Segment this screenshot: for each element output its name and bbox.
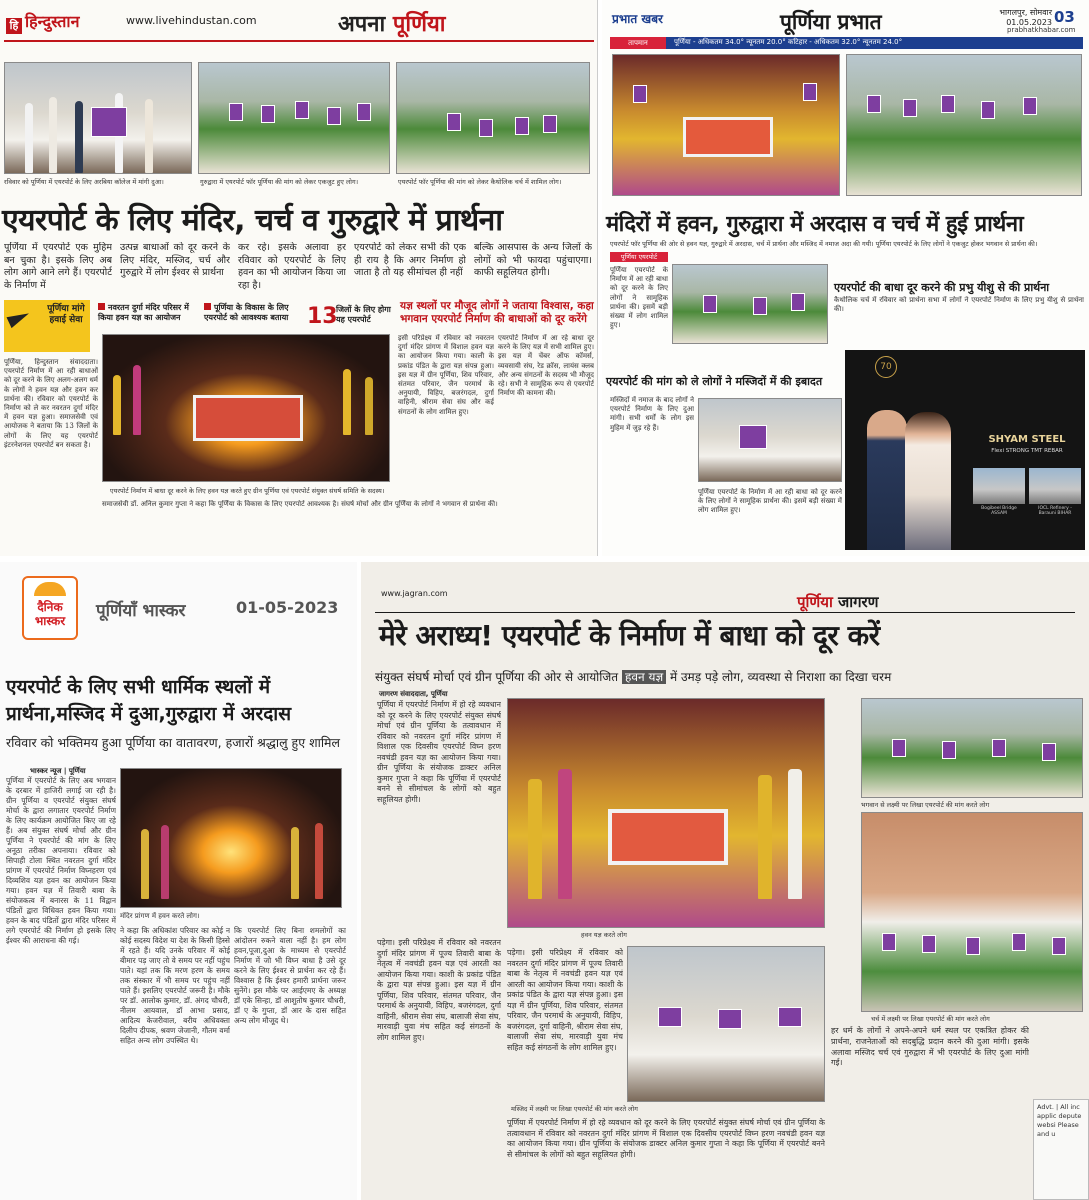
- intro-col-5: बल्कि आसपास के अन्य जिलों के लोगों को भी फायदा पहुंचाएगा। काफी सहूलियत होगी।: [474, 242, 592, 278]
- jagran-caption-right-bottom: चर्च में लक्ष्मी पर लिखा एयरपोर्ट की मांग करते लोग: [871, 1015, 990, 1023]
- bullet-square-icon: [98, 303, 105, 310]
- havan-caption: एयरपोर्ट निर्माण में बाधा दूर करने के लिए हवन यज्ञ करते हुए ग्रीन पूर्णिया एवं एयरपोर्ट संयुक्त संघर्ष समिति के सदस्य।: [110, 487, 385, 495]
- weather-text: पूर्णिया - अधिकतम 34.0° न्यूनतम 20.0° कटिहार - अधिकतम 32.0° न्यूनतम 24.0°: [674, 38, 903, 46]
- weather-strip: [610, 37, 1083, 49]
- bhaskar-photo-caption: मंदिर प्रांगण में हवन करते लोग।: [120, 912, 200, 920]
- havan-photo: [102, 334, 390, 482]
- bhaskar-body-mid: ने कहा कि अधिकांश परिवार का कोई न कोई सदस्य विदेश या देश के किसी हिस्से में रहते हैं। यदि उनके परिवार में कोई बीमार पड़ जाए तो वे समय पर नहीं पहुंच पाते। यहां तक कि मरण हरण के समय तक संस्कार में भी समय पर पहुंच नहीं पाते हैं। इसलिए एयरपोर्ट जरूरी है। मौके पर डॉ. आलोक कुमार, डॉ. अंगद चौधरी, नीलम आयवाल, डॉ आभा प्रसाद, आदित्य केजरीवाल, बरीय अधिवक्ता दिलीप दीपक, श्रवण जेजानी, गौतम वर्मा सहित अन्य लोग उपस्थित थे।: [120, 926, 230, 1045]
- prabhat-mosque-photo: [698, 398, 842, 482]
- bhaskar-credit: भास्कर न्यूज | पूर्णिया: [30, 767, 86, 775]
- bhaskar-date: 01-05-2023: [236, 598, 339, 617]
- intro-col-1: पूर्णिया में एयरपोर्ट एक मुहिम बन चुका है। इसके लिए अब लोग आगे आने लगे हैं। एयरपोर्ट के निर्माण में: [4, 242, 112, 291]
- intro-col-3: कर रहे। इसके अलावा हर रविवार को एयरपोर्ट के लिए हवन का भी आयोजन किया जा रहा है।: [238, 242, 346, 291]
- bullet-2: [204, 303, 304, 323]
- jagran-credit: जागरण संवाददाता, पूर्णिया: [379, 690, 448, 698]
- airplane-icon: [6, 308, 31, 328]
- deck-highlight: हवन यज्ञ: [622, 670, 666, 684]
- jagran-edition-prefix: पूर्णिया: [797, 593, 833, 611]
- prabhat-clipping: [602, 0, 1089, 556]
- jagran-altar: [608, 809, 728, 865]
- jagran-body-left-2: पड़ेगा। इसी परिप्रेक्ष्य में रविवार को नवरतन दुर्गा मंदिर प्रांगण में पूज्य तिवारी बाबा के नेतृत्व में नवचंडी हवन यज्ञ एवं आरती का आयोजन किया गया। काशी के प्रकांड पंडित के द्वारा यज्ञ संपन्न हुआ। इस यज्ञ में ग्रीन पूर्णिया, शिव परिवार, संतमत परिवार, जैन परमार्थ के अनुयायी, विहिप, बजरंगदल, दुर्गा वाहिनी, श्रीराम सेवा संघ, बालाजी सेवा संघ, मारवाड़ी युवा मंच सहित कई संगठनों के लोग शामिल हुए।: [377, 938, 501, 1042]
- havan-altar: [193, 395, 303, 441]
- prabhat-dateline: [982, 8, 1052, 28]
- bhaskar-logo: [22, 576, 78, 640]
- bhaskar-headline: एयरपोर्ट के लिए सभी धार्मिक स्थलों में प्रार्थना,मस्जिद में दुआ,गुरुद्वारा में अरदास: [6, 676, 292, 725]
- church-photo: [396, 62, 590, 174]
- jagran-deck: [375, 668, 1085, 685]
- jagran-body-left: पूर्णिया में एयरपोर्ट निर्माण में हो रहे व्यवधान को दूर करने के लिए एयरपोर्ट संयुक्त संघर्ष मोर्चा एवं ग्रीन पूर्णिया के तत्वावधान में रविवार को नवरतन दुर्गा मंदिर प्रांगण में विशाल एक दिवसीय एयरपोर्ट विघ्न हरण नवचंडी हवन यज्ञ का आयोजन किया गया। ग्रीन पूर्णिया के संयोजक डाक्टर अनिल कुमार गुप्ता ने कहा कि पूर्णिया में एयरपोर्ट बनने से सीमांचल के लोगों को बहुत सहूलियत होगी।: [377, 700, 501, 804]
- advt-box: Advt. | All inc applic depute websi Please and u: [1033, 1099, 1089, 1200]
- campaign-logo-text: पूर्णिया मांगे हवाई सेवा: [47, 304, 85, 325]
- prabhat-body-1: पूर्णिया एयरपोर्ट के निर्माण में आ रही बाधा को दूर करने के लिए लोगों ने सामूहिक प्रार्थना की। इसमें बड़ी संख्या में लोग शामिल हुए।: [610, 266, 668, 330]
- intro-col-4: एयरपोर्ट को लेकर सभी की एक ही राय है कि अगर निर्माण हो जाता है तो यह सीमांचल ही नहीं: [354, 242, 466, 278]
- section-highlight: पूर्णिया: [392, 12, 446, 37]
- prabhat-section-tag: पूर्णिया एयरपोर्ट: [610, 252, 668, 262]
- prabhat-subheadline-church: एयरपोर्ट की बाधा दूर करने की प्रभु यीशु से की प्रार्थना: [834, 281, 1050, 294]
- deck-after: में उमड़ पड़े लोग, व्यवस्था से निराशा का दिखा चरम: [669, 670, 892, 684]
- hindustan-website: www.livehindustan.com: [126, 14, 257, 27]
- red-subheadline: यज्ञ स्थलों पर मौजूद लोगों ने जताया विश्वास, कहा भगवान एयरपोर्ट निर्माण की बाधाओं को दूर करेंगे: [400, 300, 594, 325]
- body-bottom: समाजसेवी डॉ. अनिल कुमार गुप्ता ने कहा कि पूर्णिया के विकास के लिए एयरपोर्ट आवश्यक है। संघर्ष मोर्चा और ग्रीन पूर्णिया के लोगों ने भगवान से प्रार्थना की।: [102, 500, 498, 508]
- bhaskar-deck: रविवार को भक्तिमय हुआ पूर्णिया का वातावरण, हजारों श्रद्धालु हुए शामिल: [6, 735, 341, 750]
- jagran-church-photo: [861, 812, 1083, 1012]
- jagran-caption-right-top: भगवान से लक्ष्मी पर लिखा एयरपोर्ट की मांग करते लोग: [861, 801, 990, 809]
- prabhat-church-photo: [672, 264, 828, 344]
- prabhat-subheadline-mosque: एयरपोर्ट की मांग को ले लोगों ने मस्जिदों में की इबादत: [606, 375, 823, 388]
- jagran-website: www.jagran.com: [381, 589, 448, 598]
- prabhat-website: prabhatkhabar.com: [1007, 26, 1076, 34]
- ad-caption-1: Bogibeel Bridge ASSAM: [981, 506, 1017, 516]
- mosque-photo: [4, 62, 192, 174]
- prabhat-city: भागलपुर, सोमवार: [999, 8, 1052, 17]
- bullet-1-text: नवरतन दुर्गा मंदिर परिसर में किया हवन यज्ञ का आयोजन: [98, 303, 189, 322]
- prabhat-logo: प्रभात खबर: [612, 12, 663, 26]
- bhaskar-logo-text: दैनिक भास्कर: [34, 600, 66, 628]
- prabhat-headline: मंदिरों में हवन, गुरुद्वारा में अरदास व चर्च में हुई प्रार्थना: [606, 212, 1024, 237]
- bullet-1: [98, 303, 198, 323]
- jagran-caption-main: हवन यज्ञ करते लोग: [581, 931, 627, 939]
- ad-caption-2: IOCL Refinery - Barauni BIHAR: [1038, 506, 1072, 516]
- hindustan-section-title: [338, 8, 445, 38]
- body-right: एयरपोर्ट निर्माण में आ रहे बाधा दूर करने के लिए यज्ञ में सभी शामिल हुए। इस यज्ञ में चेंबर ऑफ कॉमर्स, व्यवसायी संघ, रेड क्रॉस, लायंस क्लब और अन्य संगठनों के सदस्य भी मौजूद रहे। सभी ने सामूहिक रूप से एयरपोर्ट निर्माण की कामना की।: [498, 334, 594, 398]
- ad-model-woman: [905, 412, 951, 550]
- jagran-body-mid: पड़ेगा। इसी परिप्रेक्ष्य में रविवार को नवरतन दुर्गा मंदिर प्रांगण में पूज्य तिवारी बाबा के नेतृत्व में नवचंडी हवन यज्ञ एवं आरती का आयोजन किया गया। काशी के प्रकांड पंडित के द्वारा यज्ञ संपन्न हुआ। इस यज्ञ में ग्रीन पूर्णिया, शिव परिवार, संतमत परिवार, जैन परमार्थ के अनुयायी, विहिप, बजरंगदल, दुर्गा वाहिनी, श्रीराम सेवा संघ, बालाजी सेवा संघ, मारवाड़ी युवा मंच सहित कई संगठनों के लोग शामिल हुए।: [507, 948, 623, 1052]
- ad-refinery-image: [1029, 468, 1081, 504]
- jagran-rule: [375, 612, 1075, 613]
- bullet-square-icon: [204, 303, 211, 310]
- jagran-gurudwara-photo: [861, 698, 1083, 798]
- jagran-edition: [797, 592, 879, 612]
- bhaskar-havan-photo: [120, 768, 342, 908]
- gurudwara-photo: [198, 62, 390, 174]
- jagran-havan-photo: [507, 698, 825, 928]
- hindustan-clipping: [0, 0, 598, 556]
- hindustan-logo-icon: हि: [6, 18, 22, 34]
- ad-brand: SHYAM STEEL: [988, 434, 1066, 445]
- weather-tag: तापमान: [610, 37, 666, 49]
- header-rule: [4, 40, 594, 42]
- hindustan-logo-text: हिन्दुस्तान: [25, 12, 80, 31]
- airport-campaign-logo: [4, 300, 90, 352]
- jagran-headline: मेरे अराध्य! एयरपोर्ट के निर्माण में बाधा को दूर करें: [379, 619, 880, 652]
- shyam-steel-ad: [845, 350, 1085, 550]
- jagran-body-right: हर धर्म के लोगों ने अपने-अपने धर्म स्थल पर एकत्रित होकर की प्रार्थना, राजनेताओं को सदबुद्धि प्रदान करने की दुआ मांगी। इसके अलावा मस्जिद चर्च एवं गुरुद्वारा में भी एयरपोर्ट के लिए दुआ मांगी गई।: [831, 1026, 1029, 1068]
- jagran-clipping: [361, 562, 1089, 1200]
- ad-tagline: Flexi STRONG TMT REBAR: [991, 448, 1063, 454]
- prabhat-body-3b: पूर्णिया एयरपोर्ट के निर्माण में आ रही बाधा को दूर करने के लिए लोगों ने सामूहिक प्रार्थना की। इसमें बड़ी संख्या में लोग शामिल हुए।: [698, 488, 842, 515]
- intro-col-2: उत्पन्न बाधाओं को दूर करने के लिए मंदिर, मस्जिद, चर्च और गुरुद्वारे में लोग ईश्वर से प्रार्थना: [120, 242, 230, 278]
- ad-model-man: [867, 410, 907, 550]
- hindustan-logo: [6, 10, 79, 34]
- prabhat-lead: एयरपोर्ट फॉर पूर्णिया की ओर से हवन यज्ञ, गुरुद्वारे में अरदास, चर्च में प्रार्थना और मस्जिद में नमाज अदा की गयी। पूर्णिया एयरपोर्ट के लिए लोगों ने एकजुट होकर भगवान से प्रार्थना की।: [610, 240, 1038, 248]
- stat-number: 13: [307, 304, 338, 329]
- jagran-body-bottom: पूर्णिया में एयरपोर्ट निर्माण में हो रहे व्यवधान को दूर करने के लिए एयरपोर्ट संयुक्त संघर्ष मोर्चा एवं ग्रीन पूर्णिया के तत्वावधान में रविवार को नवरतन दुर्गा मंदिर प्रांगण में विशाल एक दिवसीय एयरपोर्ट विघ्न हरण नवचंडी हवन यज्ञ का आयोजन किया गया। ग्रीन पूर्णिया के संयोजक डाक्टर अनिल कुमार गुप्ता ने कहा कि पूर्णिया में एयरपोर्ट बनने से सीमांचल के लोगों को बहुत सहूलियत होगी।: [507, 1118, 825, 1159]
- photo-caption-3: एयरपोर्ट फॉर पूर्णिया की मांग को लेकर कैथोलिक चर्च में शामिल लोग।: [398, 178, 562, 186]
- section-prefix: अपना: [338, 12, 386, 37]
- bhaskar-edition: पूर्णियाँ भास्कर: [96, 601, 186, 621]
- sun-icon: [34, 582, 66, 596]
- bhaskar-body-left: पूर्णिया में एयरपोर्ट के लिए अब भगवान के दरबार में हाजिरी लगाई जा रही है। ग्रीन पूर्णिया व एयरपोर्ट संयुक्त संघर्ष मोर्चा के द्वारा लगातार एयरपोर्ट निर्माण के लिए कार्यक्रम आयोजित किए जा रहे हैं। अब संयुक्त संघर्ष मोर्चा और ग्रीन पूर्णिया ने एयरपोर्ट की मांग के लिए अनूठा तरीका अपनाया। रविवार को सिपाही टोला स्थित नवरतन दुर्गा मंदिर प्रांगण में एयरपोर्ट निर्माण विघ्नहरण एवं दिव्यशिव यज्ञ हवन का आयोजन किया गया। हवन यज्ञ में तिवारी बाबा के संयोजकत्व में बनारस के 11 विद्वान पंडितों द्वारा विधिवत हवन किया गया। हवन के बाद पंडितों द्वारा मंदिर परिसर में लगे एयरपोर्ट की निर्माण हो इसके लिए ईश्वर की आराधना की गई।: [6, 776, 116, 945]
- stat-text: जिलों के लिए होगा यह एयरपोर्ट: [336, 305, 391, 324]
- deck-before: संयुक्त संघर्ष मोर्चा एवं ग्रीन पूर्णिया की ओर से आयोजित: [375, 670, 619, 684]
- prabhat-page: 03: [1054, 8, 1075, 26]
- prabhat-group-photo: [846, 54, 1082, 196]
- bhaskar-clipping: [0, 562, 357, 1200]
- prabhat-body-2: कैथोलिक चर्च में रविवार को प्रार्थना सभा में लोगों ने एयरपोर्ट निर्माण के लिए प्रभु यीशु से प्रार्थना की।: [834, 296, 1084, 314]
- jagran-edition-suffix: जागरण: [838, 593, 879, 611]
- prabhat-havan-photo: [612, 54, 840, 196]
- bhaskar-body-right: कि एयरपोर्ट लिए बिना शमलोगों का आंदोलन रुकने वाला नहीं है। हम लोग हवन,पूजा,दुआ के माध्यम से एयरपोर्ट निर्माण में जो भी विघ्न बाधा है उसे दूर करने के लिए ईश्वर से प्रार्थना कर रहे हैं। विश्वास है कि ईश्वर हमारी प्रार्थना जरूर सुनेंगे। इस मौके पर आईएमए के अध्यक्ष डॉ एके सिन्हा, डॉ आशुतोष कुमार चौधरी, डॉ ए के गुप्ता, डॉ आर के दास सहित अन्य लोग मौजूद थे।: [234, 926, 346, 1025]
- prabhat-date: 01.05.2023: [1006, 18, 1052, 27]
- body-mid: इसी परिप्रेक्ष्य में रविवार को नवरतन दुर्गा मंदिर प्रांगण में विशाल हवन यज्ञ का आयोजन किया गया। काली के प्रकांड पंडित के द्वारा यज्ञ संपन्न हुआ। इस यज्ञ में ग्रीन पूर्णिया, शिव परिवार, संतमत परिवार, जैन परमार्थ के अनुयायी, विहिप, बजरंगदल, दुर्गा वाहिनी, श्रीराम सेवा संघ और कई संगठनों के लोग शामिल हुए।: [398, 334, 494, 416]
- photo-caption-2: गुरुद्वारा में एयरपोर्ट फॉर पूर्णिया की मांग को लेकर एकजुट हुए लोग।: [200, 178, 359, 186]
- jagran-caption-bottom: मस्जिद में लक्ष्मी पर लिखा एयरपोर्ट की मांग करते लोग: [511, 1105, 638, 1113]
- ad-badge: 70: [875, 356, 897, 378]
- body-left: पूर्णिया, हिन्दुस्तान संवाददाता। एयरपोर्ट निर्माण में आ रही बाधाओं को दूर करने के लिए अलग-अलग धर्म के लोगों ने हवन यज्ञ और हवन कर प्रार्थना की। रविवार को एयरपोर्ट के निर्माण को ले कर नवरतन दुर्गा मंदिर में हवन यज्ञ हुआ। समाजसेवी एवं आयोजक ने बताया कि 13 जिलों के लोगों के लिए यह एयरपोर्ट इंटरनेशनल एयरपोर्ट बन सकता है।: [4, 358, 98, 449]
- jagran-mosque-photo: [627, 946, 825, 1102]
- ad-bridge-image: [973, 468, 1025, 504]
- prabhat-title: पूर्णिया प्रभात: [780, 10, 882, 34]
- photo-caption-1: रविवार को पूर्णिया में एयरपोर्ट के लिए अरबिया कॉलेज में मांगी दुआ।: [4, 178, 164, 186]
- prabhat-body-3: मस्जिदों में नमाज के बाद लोगों ने एयरपोर्ट निर्माण के लिए दुआ मांगी। सभी धर्मों के लोग इस मुहिम में जुड़ रहे हैं।: [610, 396, 694, 432]
- bullet-2-text: पूर्णिया के विकास के लिए एयरपोर्ट को आवश्यक बताया: [204, 303, 289, 322]
- hindustan-headline: एयरपोर्ट के लिए मंदिर, चर्च व गुरुद्वारे में प्रार्थना: [2, 203, 503, 238]
